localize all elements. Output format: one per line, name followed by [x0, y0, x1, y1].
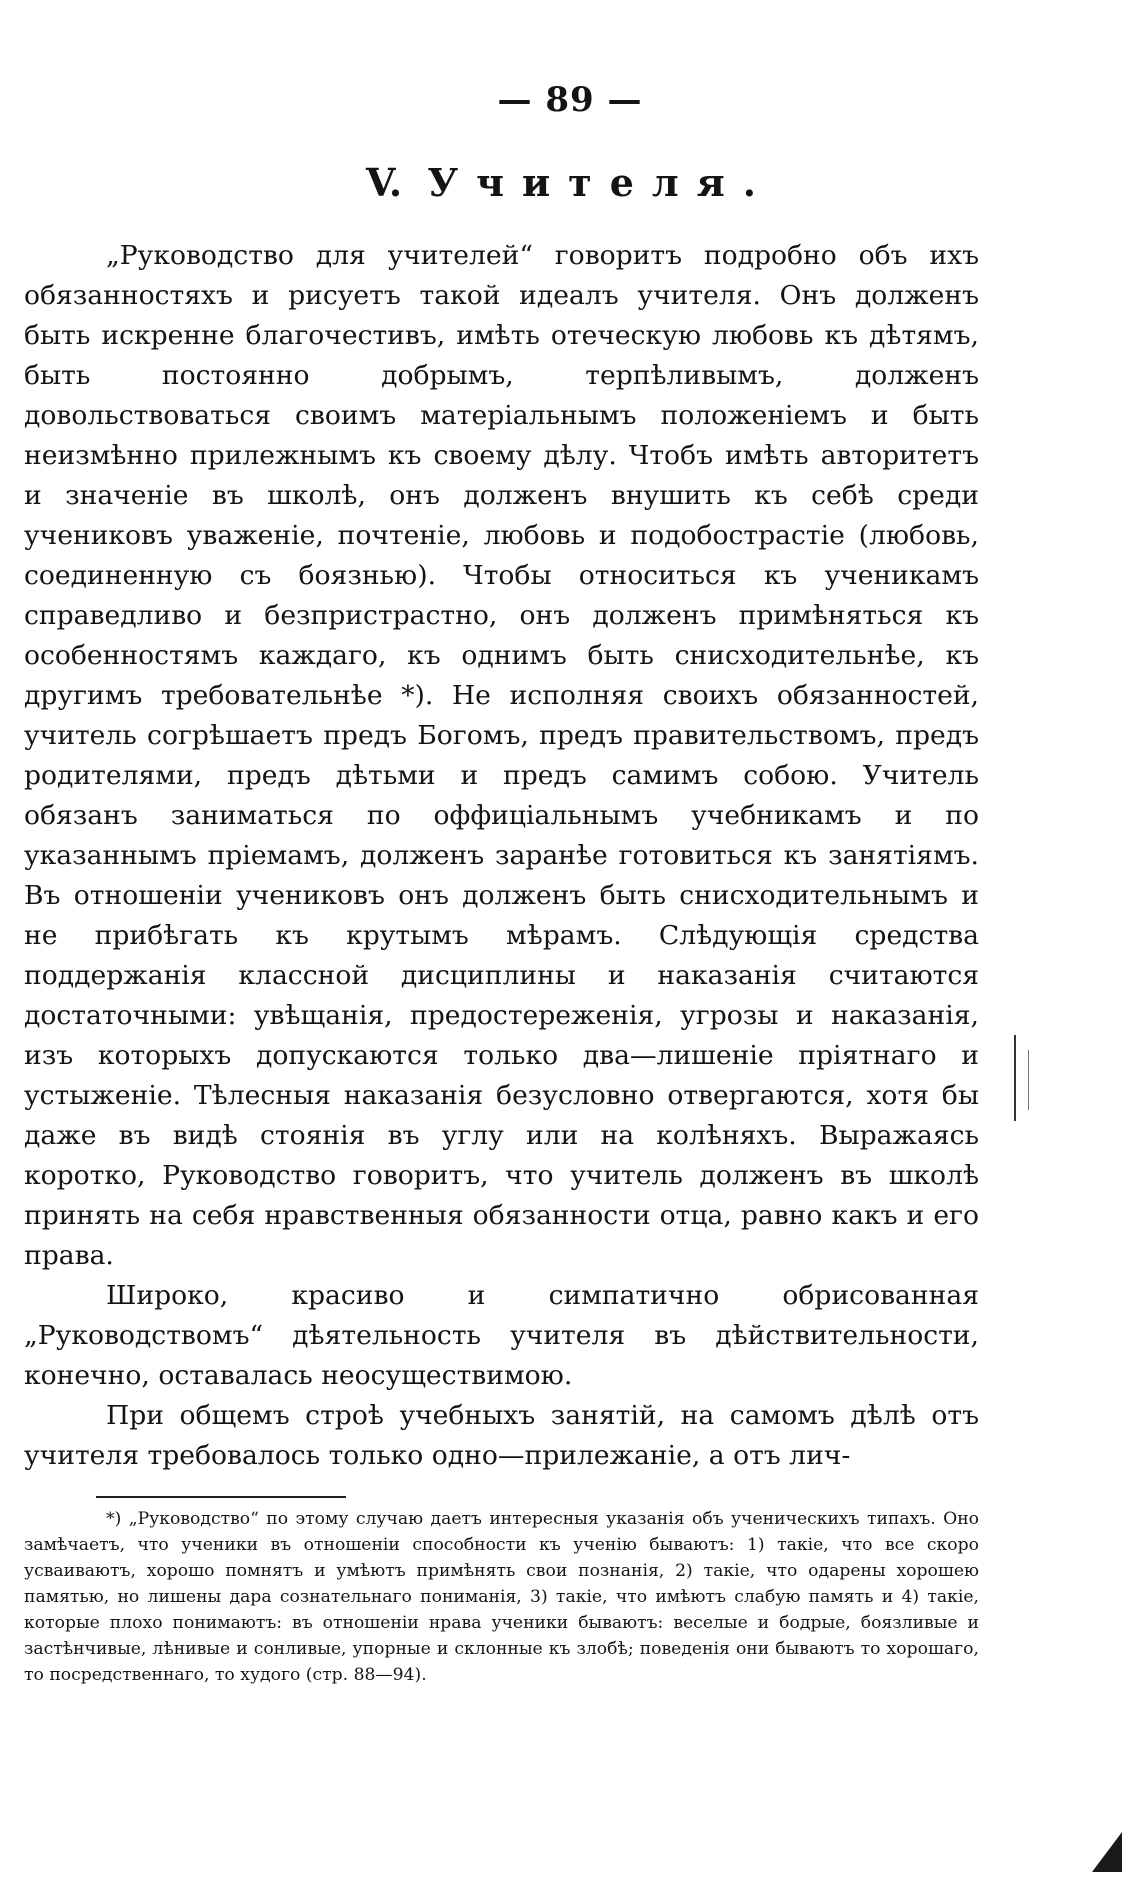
margin-pencil-mark	[1014, 1035, 1016, 1121]
chapter-heading	[0, 160, 1140, 205]
footnote: *) „Руководство“ по этому случаю даетъ интересныя указанія объ ученическихъ типахъ. Оно замѣчаетъ, что ученики въ отношеніи способности къ ученію бываютъ: 1) такіе, что все скоро усваиваютъ, хорошо помнятъ и умѣютъ примѣнять свои познанія, 2) такіе, что одарены хорошею памятью, но лишены дара сознательнаго пониманія, 3) такіе, что имѣютъ слабую память и 4) такіе, которые плохо понимаютъ: въ отношеніи нрава ученики бываютъ: веселые и бодрые, боязливые и застѣнчивые, лѣнивые и сонливые, упорные и склонные къ злобѣ; поведенія они бываютъ то хорошаго, то посредственнаго, то худого (стр. 88—94).	[24, 1509, 979, 1685]
paragraph-3: При общемъ строѣ учебныхъ занятій, на самомъ дѣлѣ отъ учителя требовалось только одно—прилежаніе, а отъ лич-	[24, 1400, 979, 1471]
page-corner-mark	[1092, 1832, 1122, 1872]
paragraph-1: „Руководство для учителей“ говоритъ подробно объ ихъ обязанностяхъ и рисуетъ такой идеалъ учителя. Онъ долженъ быть искренне благочестивъ, имѣть отеческую любовь къ дѣтямъ, быть постоянно добрымъ, терпѣливымъ, долженъ довольствоваться своимъ матеріальнымъ положеніемъ и быть неизмѣнно прилежнымъ къ своему дѣлу. Чтобъ имѣть авторитетъ и значеніе въ школѣ, онъ долженъ внушить къ себѣ среди учениковъ уваженіе, почтеніе, любовь и подобострастіе (любовь, соединенную съ боязнью). Чтобы относиться къ ученикамъ справедливо и безпристрастно, онъ долженъ примѣняться къ особенностямъ каждаго, къ однимъ быть снисходительнѣе, къ другимъ требовательнѣе *). Не исполняя своихъ обязанностей, учитель согрѣшаетъ предъ Богомъ, предъ правительствомъ, предъ родителями, предъ дѣтьми и предъ самимъ собою. Учитель обязанъ заниматься по оффиціальнымъ учебникамъ и по указаннымъ пріемамъ, долженъ заранѣе готовиться къ занятіямъ. Въ отношеніи учениковъ онъ долженъ быть снисходительнымъ и не прибѣгать къ крутымъ мѣрамъ. Слѣдующія средства поддержанія классной дисциплины и наказанія считаются достаточными: увѣщанія, предостереженія, угрозы и наказанія, изъ которыхъ допускаются только два—лишеніе пріятнаго и устыженіе. Тѣлесныя наказанія безусловно отвергаются, хотя бы даже въ видѣ стоянія въ углу или на колѣняхъ. Выражаясь коротко, Руководство говоритъ, что учитель долженъ въ школѣ принять на себя нравственныя обязанности отца, равно какъ и его права.	[24, 240, 979, 1271]
chapter-title: Учителя.	[427, 160, 774, 205]
body-text	[24, 236, 979, 1476]
chapter-numeral: V.	[366, 160, 403, 205]
page-number: — 89 —	[497, 80, 643, 120]
margin-pencil-mark-secondary	[1028, 1050, 1029, 1110]
paragraph-2: Широко, красиво и симпатично обрисованная „Руководствомъ“ дѣятельность учителя въ дѣйствительности, конечно, оставалась неосуществимою.	[24, 1280, 979, 1391]
footnote-divider	[96, 1496, 346, 1498]
